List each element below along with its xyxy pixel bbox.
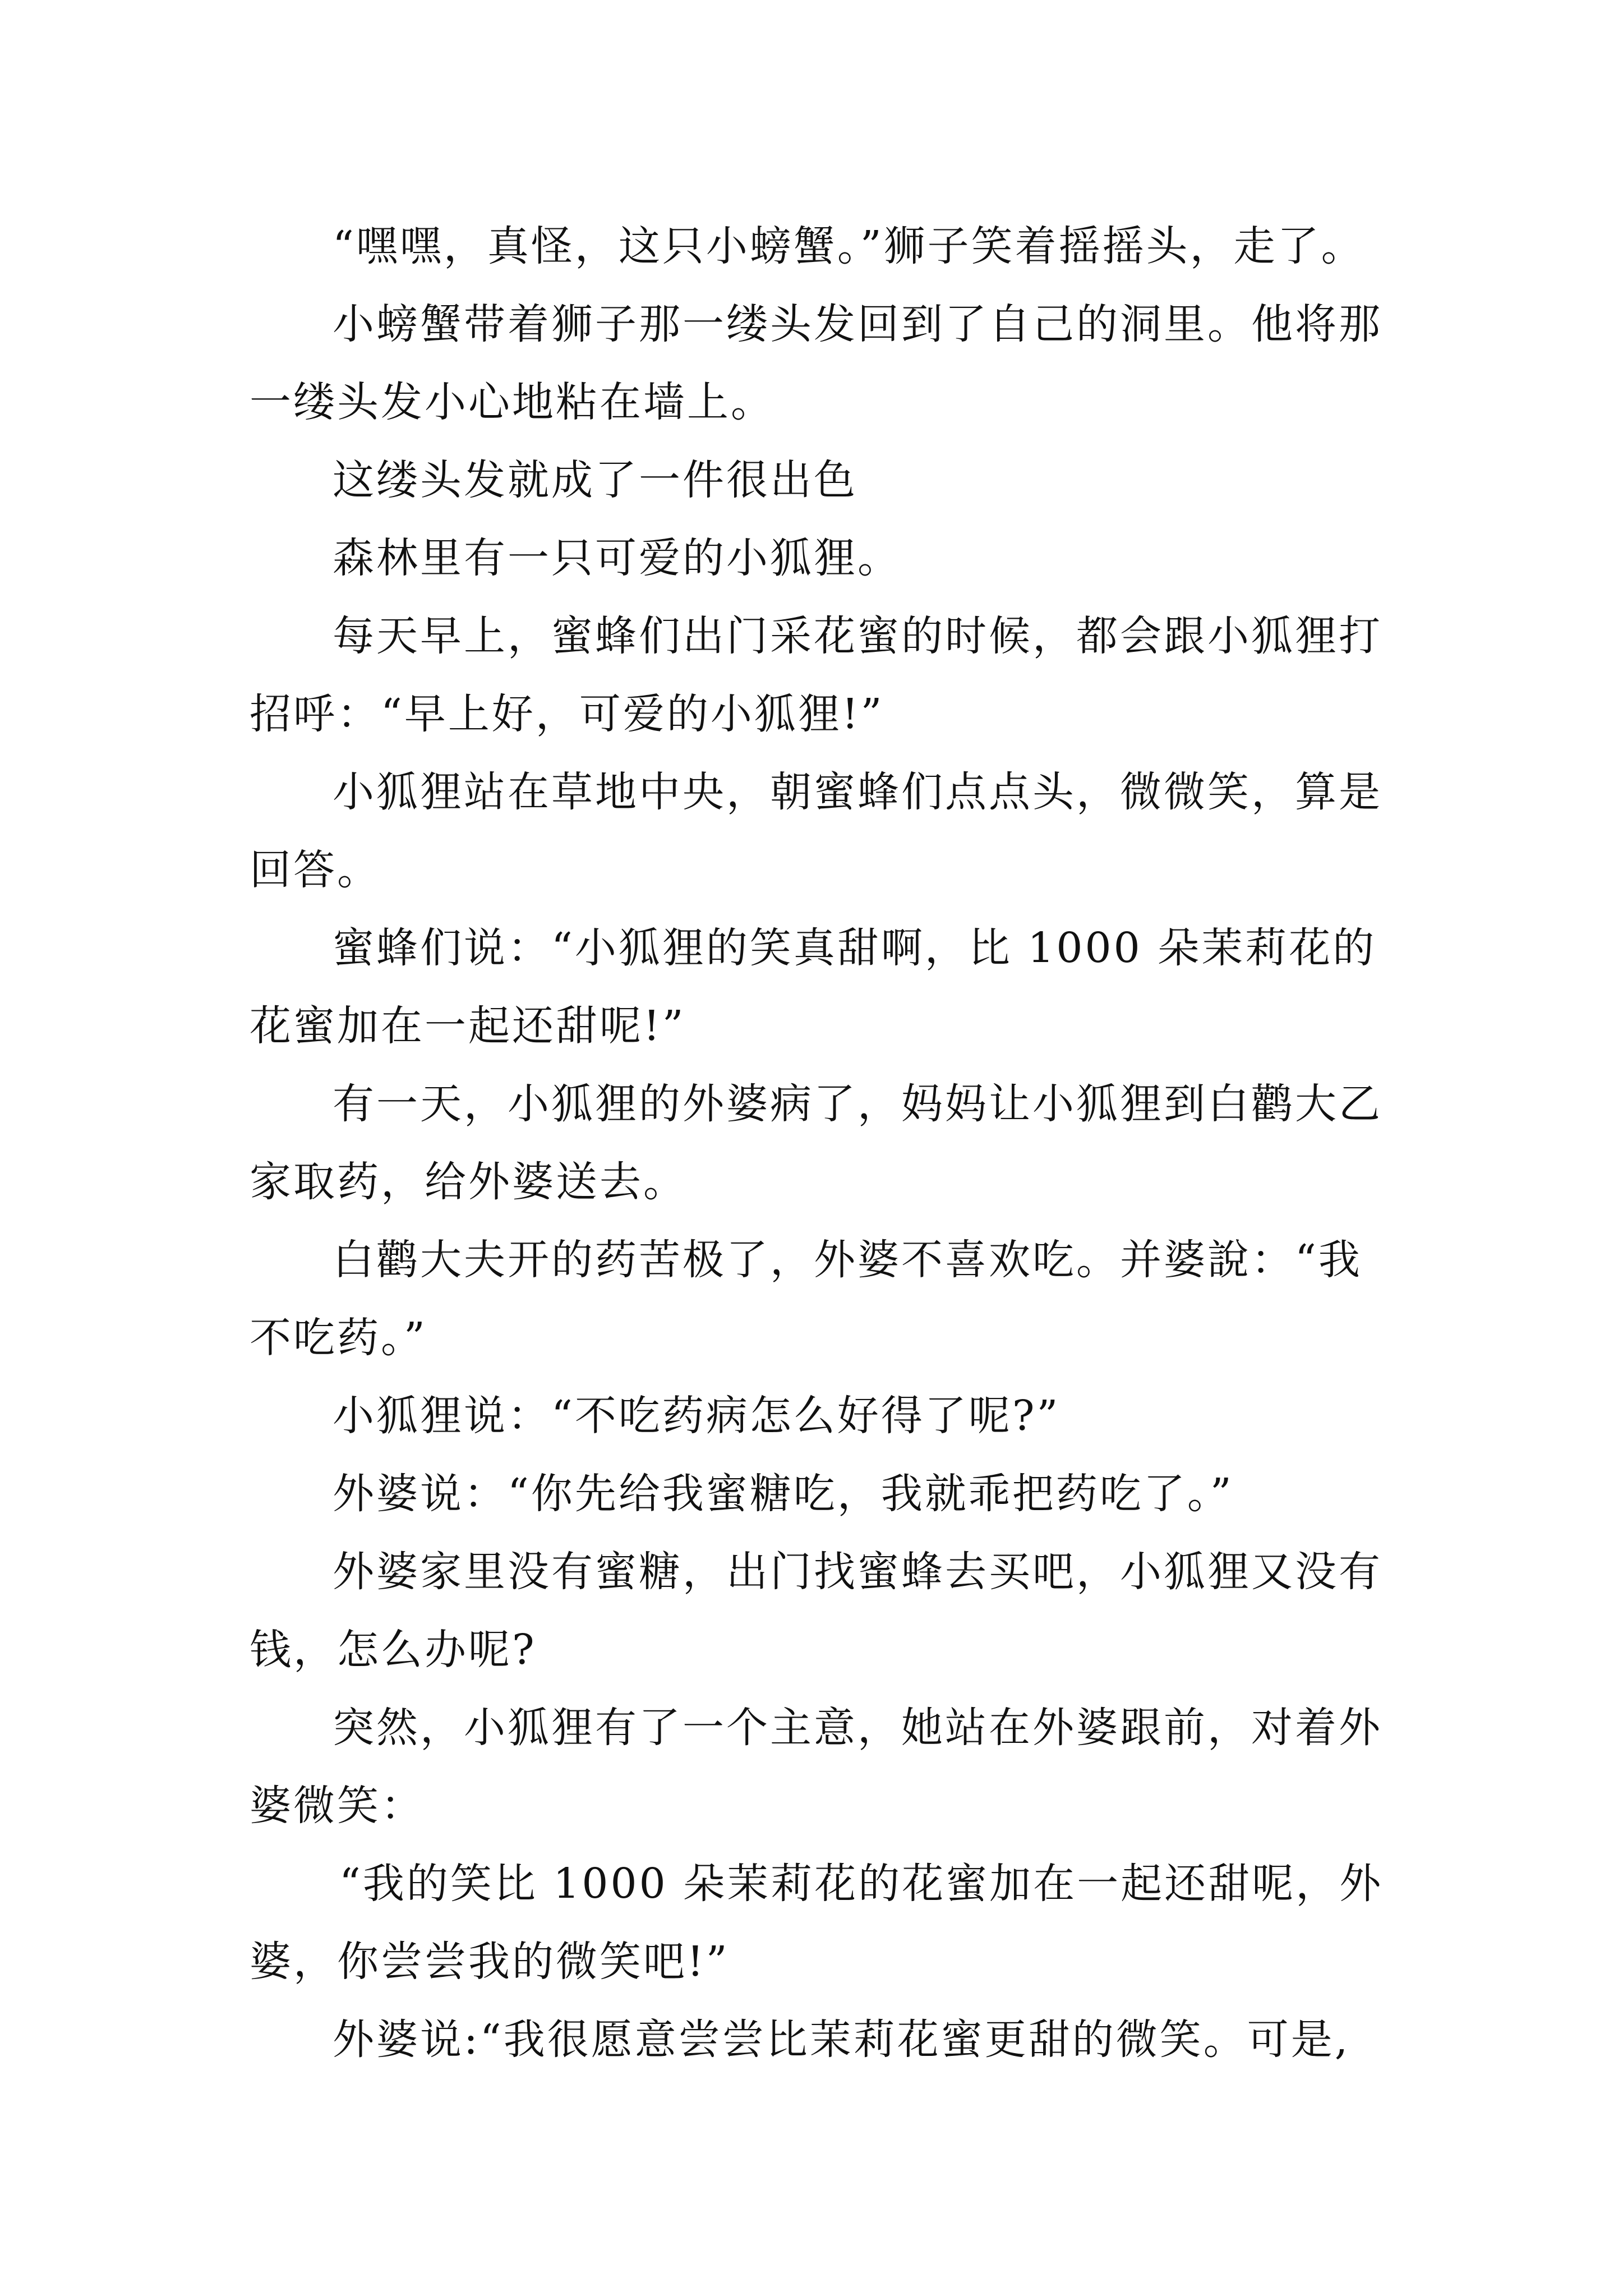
paragraph: 每天早上，蜜蜂们出门采花蜜的时候，都会跟小狐狸打招呼：“早上好，可爱的小狐狸!” bbox=[250, 612, 1382, 738]
paragraph: 森林里有一只可爱的小狐狸。 bbox=[333, 534, 901, 582]
paragraph: 外婆说:“我很愿意尝尝比茉莉花蜜更甜的微笑。可是, bbox=[333, 2016, 1350, 2064]
paragraph: 外婆家里没有蜜糖，出门找蜜蜂去买吧，小狐狸又没有钱，怎么办呢? bbox=[250, 1548, 1382, 1674]
paragraph: 有一天，小狐狸的外婆病了，妈妈让小狐狸到白鹳大乙家取药，给外婆送去。 bbox=[250, 1080, 1382, 1206]
paragraph: “嘿嘿，真怪，这只小螃蟹。”狮子笑着摇摇头，走了。 bbox=[333, 222, 1365, 270]
paragraph: 白鹳大夫开的药苦极了，外婆不喜欢吃。并婆說：“我不吃药。” bbox=[250, 1236, 1362, 1362]
paragraph: 小狐狸站在草地中央，朝蜜蜂们点点头，微微笑，算是回答。 bbox=[250, 768, 1382, 894]
paragraph: “我的笑比 1000 朵茉莉花的花蜜加在一起还甜呢，外婆，你尝尝我的微笑吧!” bbox=[250, 1860, 1384, 1986]
paragraph: 这缕头发就成了一件很出色 bbox=[333, 456, 857, 504]
paragraph: 外婆说：“你先给我蜜糖吃，我就乖把药吃了。” bbox=[333, 1470, 1234, 1518]
body-text bbox=[250, 208, 1388, 2079]
paragraph: 小螃蟹带着狮子那一缕头发回到了自己的洞里。他将那一缕头发小心地粘在墙上。 bbox=[250, 300, 1382, 426]
paragraph: 蜜蜂们说：“小狐狸的笑真甜啊，比 1000 朵茉莉花的花蜜加在一起还甜呢!” bbox=[250, 924, 1377, 1050]
paragraph: 小狐狸说：“不吃药病怎么好得了呢?” bbox=[333, 1392, 1061, 1440]
paragraph: 突然，小狐狸有了一个主意，她站在外婆跟前，对着外婆微笑： bbox=[250, 1704, 1382, 1830]
